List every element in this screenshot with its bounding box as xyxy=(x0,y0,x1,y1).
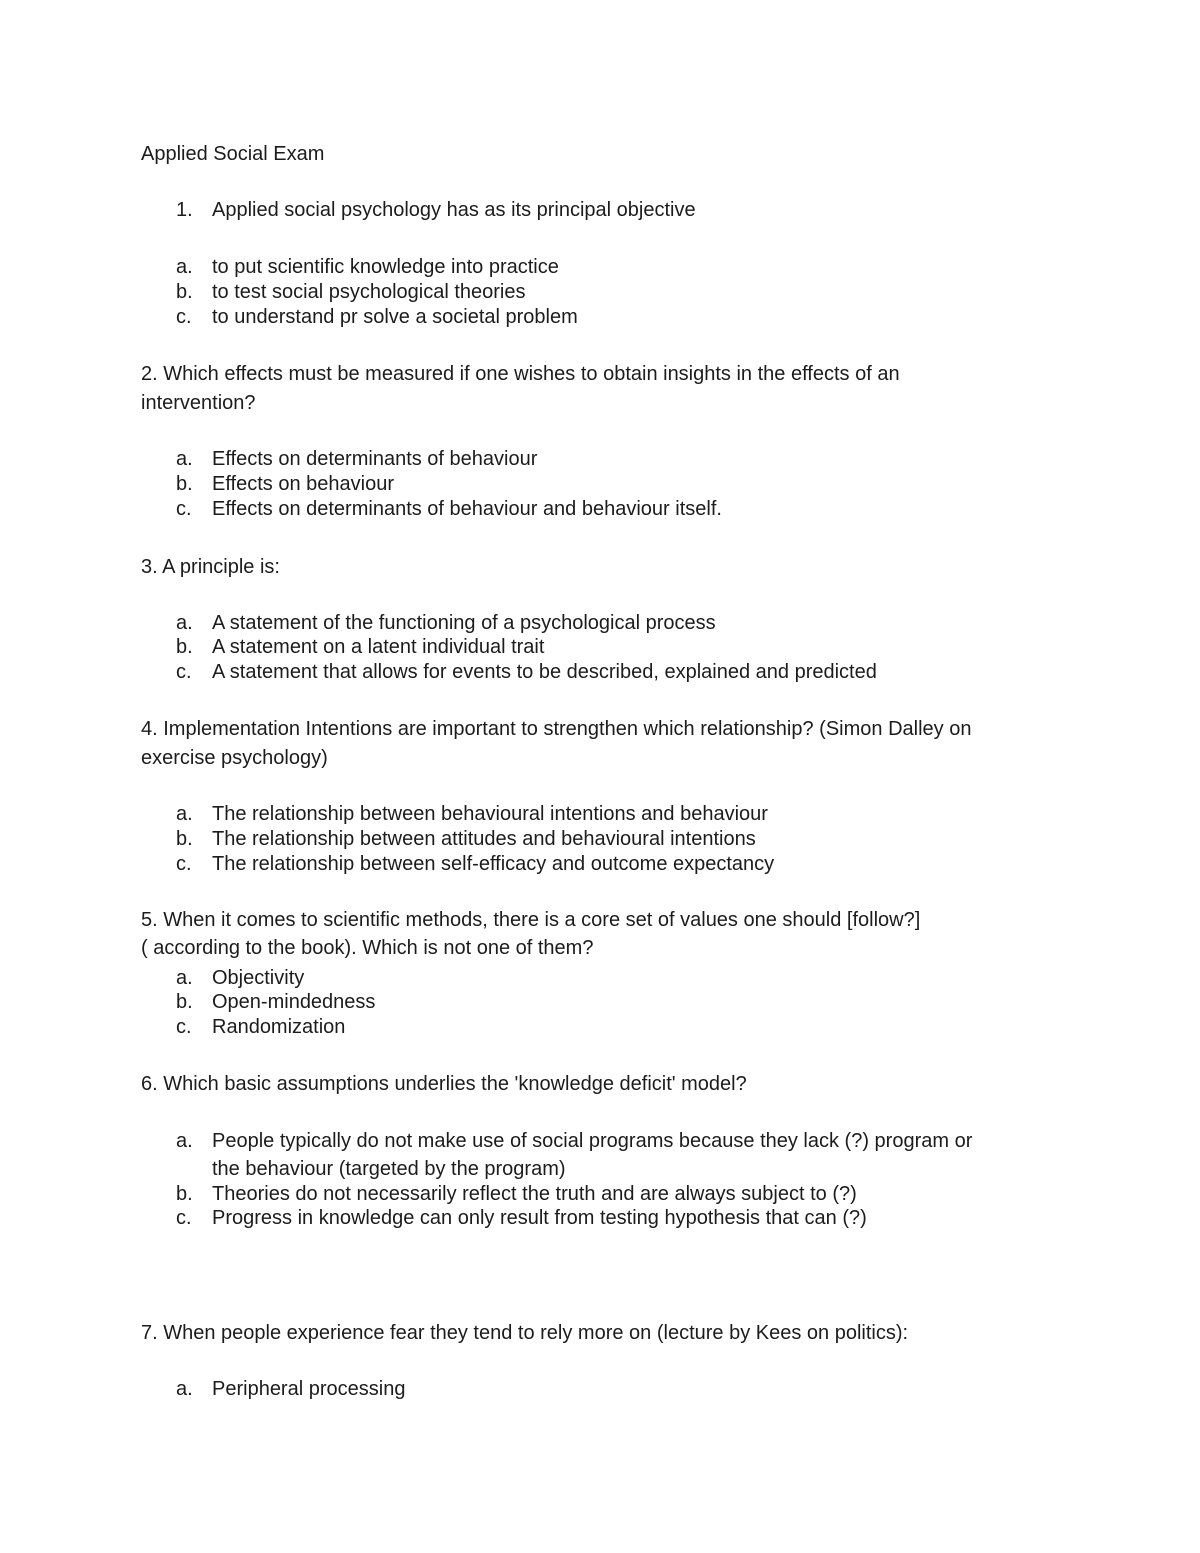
option-text: Randomization xyxy=(212,1016,346,1038)
option-text: Peripheral processing xyxy=(212,1378,406,1400)
document-title: Applied Social Exam xyxy=(141,143,325,165)
option-text: A statement of the functioning of a psychological process xyxy=(212,612,716,634)
option-text: Effects on determinants of behaviour xyxy=(212,448,538,470)
option-letter: a. xyxy=(176,803,193,825)
option-letter: c. xyxy=(176,1207,192,1229)
question-1-text: Applied social psychology has as its principal objective xyxy=(212,199,696,221)
option-letter: c. xyxy=(176,306,192,328)
option-text: The relationship between behavioural intentions and behaviour xyxy=(212,803,768,825)
question-5-text-line-1: 5. When it comes to scientific methods, there is a core set of values one should [follow?] xyxy=(141,909,921,931)
question-3-text: 3. A principle is: xyxy=(141,556,280,578)
option-text: Effects on behaviour xyxy=(212,473,394,495)
option-letter: a. xyxy=(176,448,193,470)
option-letter: c. xyxy=(176,853,192,875)
option-letter: c. xyxy=(176,661,192,683)
option-text: Open-mindedness xyxy=(212,991,376,1013)
option-text: Theories do not necessarily reflect the truth and are always subject to (?) xyxy=(212,1183,857,1205)
option-text: A statement that allows for events to be described, explained and predicted xyxy=(212,661,877,683)
option-letter: a. xyxy=(176,967,193,989)
question-7-text: 7. When people experience fear they tend to rely more on (lecture by Kees on politics): xyxy=(141,1322,909,1344)
option-text: The relationship between self-efficacy and outcome expectancy xyxy=(212,853,775,875)
option-letter: a. xyxy=(176,1130,193,1152)
option-text: to put scientific knowledge into practice xyxy=(212,256,559,278)
option-letter: a. xyxy=(176,612,193,634)
question-1-number: 1. xyxy=(176,199,193,221)
option-letter: b. xyxy=(176,281,193,303)
option-text: The relationship between attitudes and behavioural intentions xyxy=(212,828,756,850)
option-letter: b. xyxy=(176,636,193,658)
option-letter: b. xyxy=(176,991,193,1013)
question-2-text-line-2: intervention? xyxy=(141,392,256,414)
option-text: A statement on a latent individual trait xyxy=(212,636,545,658)
option-text: the behaviour (targeted by the program) xyxy=(212,1158,566,1180)
option-text: Objectivity xyxy=(212,967,305,989)
option-text: to test social psychological theories xyxy=(212,281,526,303)
option-text: Progress in knowledge can only result from testing hypothesis that can (?) xyxy=(212,1207,867,1229)
option-text: People typically do not make use of social programs because they lack (?) program or xyxy=(212,1130,973,1152)
option-letter: c. xyxy=(176,498,192,520)
question-5-text-line-2: ( according to the book). Which is not one of them? xyxy=(141,937,594,959)
option-letter: b. xyxy=(176,828,193,850)
question-4-text-line-1: 4. Implementation Intentions are important to strengthen which relationship? (Simon Dalley on xyxy=(141,718,972,740)
option-letter: b. xyxy=(176,473,193,495)
question-6-text: 6. Which basic assumptions underlies the 'knowledge deficit' model? xyxy=(141,1073,747,1095)
option-letter: a. xyxy=(176,256,193,278)
question-4-text-line-2: exercise psychology) xyxy=(141,747,328,769)
option-letter: b. xyxy=(176,1183,193,1205)
option-letter: a. xyxy=(176,1378,193,1400)
option-text: to understand pr solve a societal problem xyxy=(212,306,578,328)
option-text: Effects on determinants of behaviour and behaviour itself. xyxy=(212,498,722,520)
option-letter: c. xyxy=(176,1016,192,1038)
question-2-text-line-1: 2. Which effects must be measured if one wishes to obtain insights in the effects of an xyxy=(141,363,900,385)
